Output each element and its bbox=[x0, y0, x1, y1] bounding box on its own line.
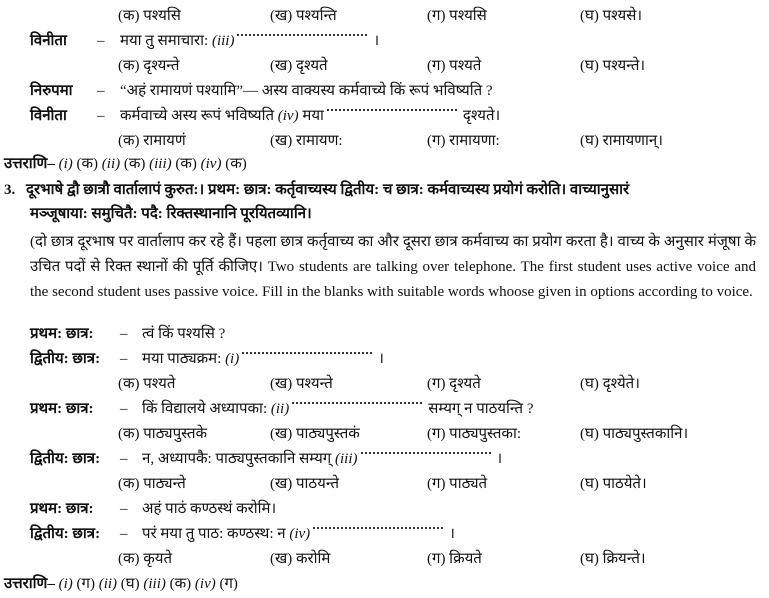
option: (घ) पश्यन्ते। bbox=[580, 58, 646, 74]
option: (क) पाठ्यन्ते bbox=[118, 476, 186, 492]
text-post: । bbox=[496, 451, 503, 467]
dash: – bbox=[97, 108, 105, 124]
question-number: 3. bbox=[4, 182, 16, 198]
blank-dotted-line bbox=[242, 352, 372, 354]
text-mid: मया bbox=[298, 108, 324, 124]
answer-number: (ii) bbox=[98, 576, 118, 592]
dash: – bbox=[120, 401, 128, 417]
answers bbox=[4, 572, 238, 596]
answer-choice: (क) bbox=[221, 156, 247, 172]
blank-marker: (iv) bbox=[289, 526, 311, 542]
question-line2: मञ्जूषाया: समुचितै: पदै: रिक्तस्थानानि पूरयितव्यानि। bbox=[30, 206, 312, 222]
text-pre: परं मया तु पाठ: कण्ठस्थ: न bbox=[142, 526, 290, 542]
answer-choice: (घ) bbox=[117, 576, 144, 592]
dialog-text bbox=[142, 497, 276, 521]
speaker-name: द्वितीय: छात्र: bbox=[30, 526, 101, 542]
option: (ख) पाठयन्ते bbox=[270, 476, 340, 492]
option: (क) रामायणं bbox=[118, 133, 186, 149]
dash: – bbox=[120, 326, 128, 342]
question-line1: दूरभाषे द्वौ छात्रौ वार्तालापं कुरुत:। प्रथम: छात्र: कर्तृवाच्यस्य द्वितीय: च छात्र: कर्मवाच्यस्य प्रयोगं करोति। वाच्यानुसारं bbox=[26, 182, 630, 198]
answer-choice: (क) bbox=[120, 156, 150, 172]
option: (क) पश्यसि bbox=[118, 8, 181, 24]
blank-marker: (iii) bbox=[211, 33, 235, 49]
speaker-name: द्वितीय: छात्र: bbox=[30, 451, 101, 467]
question-3-heading bbox=[4, 178, 764, 226]
option: (घ) दृश्येते। bbox=[580, 376, 640, 392]
dash: – bbox=[120, 526, 128, 542]
answer-number: (i) bbox=[58, 576, 73, 592]
answer-choice: (क) bbox=[165, 576, 195, 592]
option: (घ) पाठयेते। bbox=[580, 476, 647, 492]
dash: – bbox=[120, 351, 128, 367]
speaker-name: प्रथम: छात्र: bbox=[30, 326, 94, 342]
blank-dotted-line bbox=[313, 527, 443, 529]
dialog-text bbox=[120, 104, 500, 128]
option: (ग) पश्यसि bbox=[427, 8, 487, 24]
option: (क) पाठ्यपुस्तके bbox=[118, 426, 208, 442]
speaker-name: विनीता bbox=[30, 33, 67, 49]
option: (ख) रामायण: bbox=[270, 133, 343, 149]
option: (ग) रामायणा: bbox=[427, 133, 500, 149]
blank-dotted-line bbox=[237, 34, 367, 36]
text-pre: “अहं रामायणं पश्यामि”— अस्य वाक्यस्य कर्मवाच्ये किं रूपं भविष्यति ? bbox=[120, 83, 493, 99]
text-post: । bbox=[449, 526, 455, 542]
dialog-text bbox=[120, 79, 493, 103]
speaker-name: द्वितीय: छात्र: bbox=[30, 351, 101, 367]
option: (क) दृश्यन्ते bbox=[118, 58, 180, 74]
text-post: । bbox=[373, 33, 380, 49]
answer-number: (iv) bbox=[194, 576, 216, 592]
dash: – bbox=[120, 501, 128, 517]
answer-number: (ii) bbox=[101, 156, 121, 172]
option: (ख) पश्यन्ति bbox=[270, 8, 337, 24]
option: (ग) दृश्यते bbox=[427, 376, 481, 392]
answer-number: (iii) bbox=[143, 576, 166, 592]
dash: – bbox=[120, 451, 128, 467]
option: (ख) पश्यन्ते bbox=[270, 376, 333, 392]
option: (ग) पाठ्यपुस्तका: bbox=[427, 426, 522, 442]
text-pre: मया पाठ्यक्रम: bbox=[142, 351, 226, 367]
dialog-text bbox=[142, 522, 455, 546]
option: (ग) क्रियते bbox=[427, 551, 482, 567]
option: (ग) पश्यते bbox=[427, 58, 482, 74]
text-pre: न, अध्यापकै: पाठ्यपुस्तकानि सम्यग् bbox=[142, 451, 335, 467]
option: (क) पश्यते bbox=[118, 376, 176, 392]
option: (घ) रामायणान्। bbox=[580, 133, 663, 149]
dialog-text bbox=[120, 29, 379, 53]
question-instruction: (दो छात्र दूरभाष पर वार्तालाप कर रहे हैं। पहला छात्र कर्तृवाच्य का और दूसरा छात्र कर्मवाच्य का प्रयोग करता है। वाच्य के अनुसार मंजूषा के उचित पदों से रिक्त स्थानों की पूर्ति कीजिए। Two students are talking over telephone. The first student uses active voice and the second student uses passive voice. Fill in the blanks with suitable words whoose given in options according to voice. bbox=[30, 234, 756, 300]
speaker-name: प्रथम: छात्र: bbox=[30, 501, 94, 517]
speaker-name: विनीता bbox=[30, 108, 67, 124]
blank-marker: (iv) bbox=[277, 108, 299, 124]
blank-marker: (ii) bbox=[270, 401, 290, 417]
blank-marker: (iii) bbox=[335, 451, 358, 467]
blank-marker: (i) bbox=[225, 351, 240, 367]
text-pre: कर्मवाच्ये अस्य रूपं भविष्यति bbox=[120, 108, 278, 124]
option: (ख) पाठ्यपुस्तकं bbox=[270, 426, 360, 442]
text-pre: त्वं किं पश्यसि ? bbox=[142, 326, 226, 342]
option: (घ) पश्यसे। bbox=[580, 8, 643, 24]
answer-number: (iv) bbox=[200, 156, 222, 172]
text-post: । bbox=[378, 351, 384, 367]
option: (ख) दृश्यते bbox=[270, 58, 328, 74]
blank-dotted-line bbox=[327, 109, 457, 111]
blank-dotted-line bbox=[361, 452, 491, 454]
answer-number: (i) bbox=[58, 156, 73, 172]
blank-dotted-line bbox=[292, 402, 422, 404]
dialog-text bbox=[142, 347, 384, 371]
answers-label: उत्तराणि– bbox=[4, 156, 55, 172]
speaker-name: प्रथम: छात्र: bbox=[30, 401, 94, 417]
answer-number: (iii) bbox=[149, 156, 172, 172]
text-pre: अहं पाठं कण्ठस्थं करोमि। bbox=[142, 501, 277, 517]
speaker-name: निरुपमा bbox=[30, 83, 73, 99]
answers-label: उत्तराणि– bbox=[4, 576, 55, 592]
dialog-text bbox=[142, 447, 502, 471]
answers bbox=[4, 152, 247, 176]
option: (ख) करोमि bbox=[270, 551, 331, 567]
dialog-text bbox=[142, 397, 533, 421]
text-pre: किं विद्यालये अध्यापका: bbox=[142, 401, 271, 417]
option: (ग) पाठ्यते bbox=[427, 476, 488, 492]
option: (क) कृयते bbox=[118, 551, 173, 567]
option: (घ) क्रियन्ते। bbox=[580, 551, 646, 567]
answer-choice: (क) bbox=[171, 156, 201, 172]
dialog-text bbox=[142, 322, 225, 346]
dash: – bbox=[97, 33, 105, 49]
text-post: दृश्यते। bbox=[462, 108, 501, 124]
answer-choice: (क) bbox=[72, 156, 102, 172]
answer-choice: (ग) bbox=[72, 576, 99, 592]
option: (घ) पाठ्यपुस्तकानि। bbox=[580, 426, 689, 442]
text-pre: मया तु समाचारा: bbox=[120, 33, 212, 49]
answer-choice: (ग) bbox=[215, 576, 238, 592]
text-post: सम्यग् न पाठयन्ति ? bbox=[428, 401, 534, 417]
dash: – bbox=[97, 83, 105, 99]
